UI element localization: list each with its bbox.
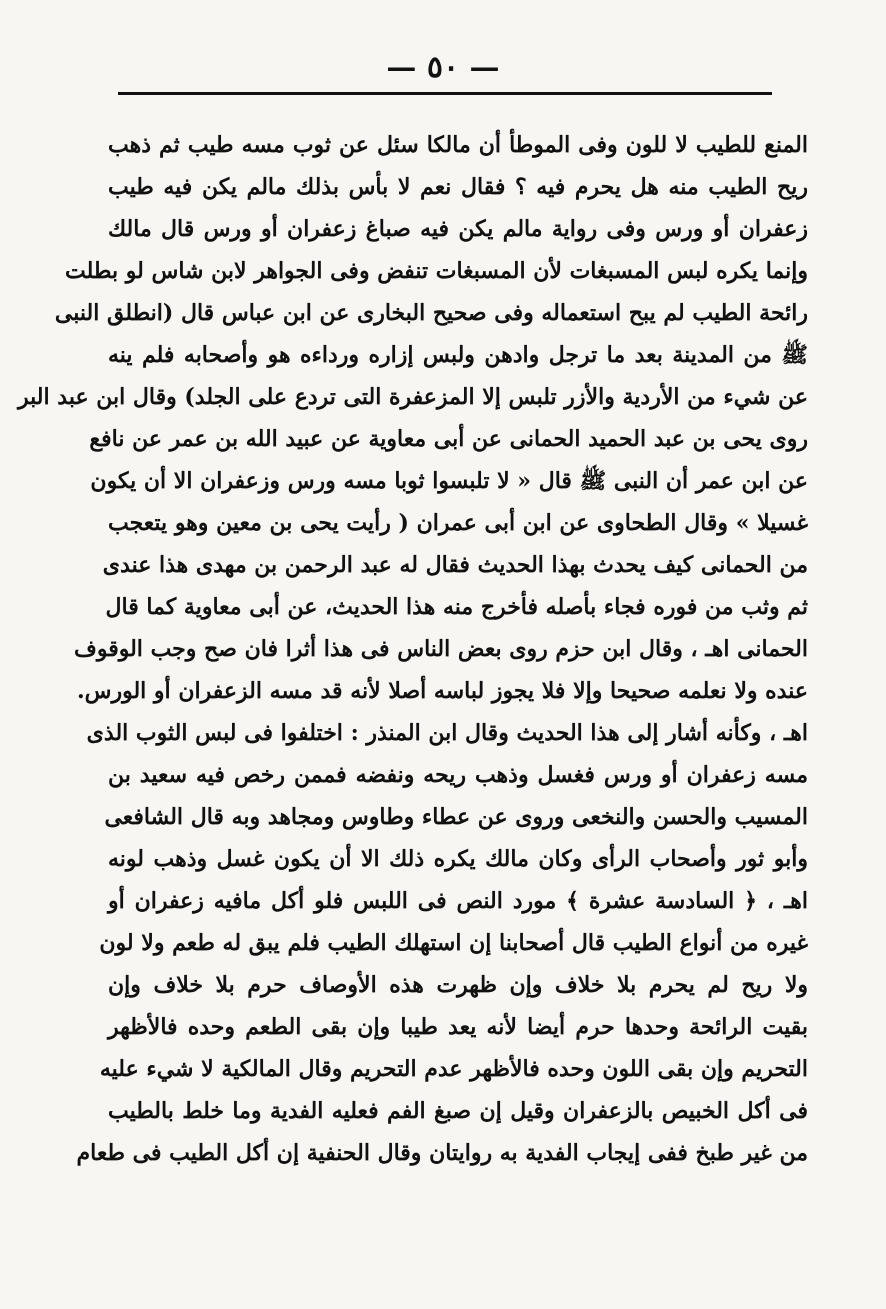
text-line: من الحمانى كيف يحدث بهذا الحديث فقال له عبد الرحمن بن مهدى هذا عندى	[102, 552, 808, 578]
text-line: وإنما يكره لبس المسبغات لأن المسبغات تنفض وفى الجواهر لابن شاس لو بطلت	[65, 258, 808, 284]
page-number: — ٥٠ —	[386, 50, 500, 85]
text-line: المسيب والحسن والنخعى وروى عن عطاء وطاوس ومجاهد وبه قال الشافعى	[104, 804, 808, 830]
text-line: بقيت الرائحة وحدها حرم أيضا لأنه يعد طيبا وإن بقى الطعم وحده فالأظهر	[108, 1014, 808, 1040]
text-line: رائحة الطيب لم يبح استعماله وفى صحيح البخارى عن ابن عباس قال (انطلق النبى	[54, 300, 808, 326]
text-line: من غير طبخ ففى إيجاب الفدية به روايتان وقال الحنفية إن أكل الطيب فى طعام	[76, 1140, 808, 1166]
text-line: عنده ولا نعلمه صحيحا وإلا فلا يجوز لباسه أصلا لأنه قد مسه الزعفران أو الورس.	[76, 678, 808, 704]
text-line: اهـ ، وكأنه أشار إلى هذا الحديث وقال ابن المنذر : اختلفوا فى لبس الثوب الذى	[86, 720, 808, 746]
text-line: فى أكل الخبيص بالزعفران وقيل إن صبغ الفم فعليه الفدية وما خلط بالطيب	[108, 1098, 808, 1124]
text-line: ولا ريح لم يحرم بلا خلاف وإن ظهرت هذه الأوصاف حرم بلا خلاف وإن	[108, 972, 808, 998]
text-line: المنع للطيب لا للون وفى الموطأ أن مالكا سئل عن ثوب مسه طيب ثم ذهب	[108, 132, 808, 158]
text-line: مسه زعفران أو ورس فغسل وذهب ريحه ونفضه فممن رخص فيه سعيد بن	[108, 762, 808, 788]
text-line: الحمانى اهـ ، وقال ابن حزم روى بعض الناس فى هذا أثرا فان صح وجب الوقوف	[74, 636, 808, 662]
body-text	[18, 124, 808, 1174]
text-line: زعفران أو ورس وفى رواية مالم يكن فيه صباغ زعفران أو ورس قال مالك	[108, 216, 808, 242]
text-line: ريح الطيب منه هل يحرم فيه ؟ فقال نعم لا بأس بذلك مالم يكن فيه طيب	[108, 174, 808, 200]
text-line: روى يحى بن عبد الحميد الحمانى عن أبى معاوية عن عبيد الله بن عمر عن نافع	[89, 426, 808, 452]
text-line: ﷺ من المدينة بعد ما ترجل وادهن ولبس إزاره ورداءه هو وأصحابه فلم ينه	[108, 342, 808, 368]
text-line: غسيلا » وقال الطحاوى عن ابن أبى عمران ( رأيت يحى بن معين وهو يتعجب	[108, 510, 808, 536]
text-line: عن ابن عمر أن النبى ﷺ قال « لا تلبسوا ثوبا مسه ورس وزعفران الا أن يكون	[90, 468, 808, 494]
text-line: وأبو ثور وأصحاب الرأى وكان مالك يكره ذلك الا أن يكون غسل وذهب لونه	[108, 846, 808, 872]
header-rule	[118, 92, 772, 95]
text-line: اهـ ، ﴿ السادسة عشرة ﴾ مورد النص فى اللبس فلو أكل مافيه زعفران أو	[108, 888, 808, 914]
text-line: التحريم وإن بقى اللون وحده فالأظهر عدم التحريم وقال المالكية لا شيء عليه	[99, 1056, 808, 1082]
text-line: غيره من أنواع الطيب قال أصحابنا إن استهلك الطيب فلم يبق له طعم ولا لون	[99, 930, 808, 956]
text-line: ثم وثب من فوره فجاء بأصله فأخرج منه هذا الحديث، عن أبى معاوية كما قال	[105, 594, 808, 620]
text-line: عن شيء من الأردية والأزر تلبس إلا المزعفرة التى تردع على الجلد) وقال ابن عبد البر	[18, 384, 808, 410]
